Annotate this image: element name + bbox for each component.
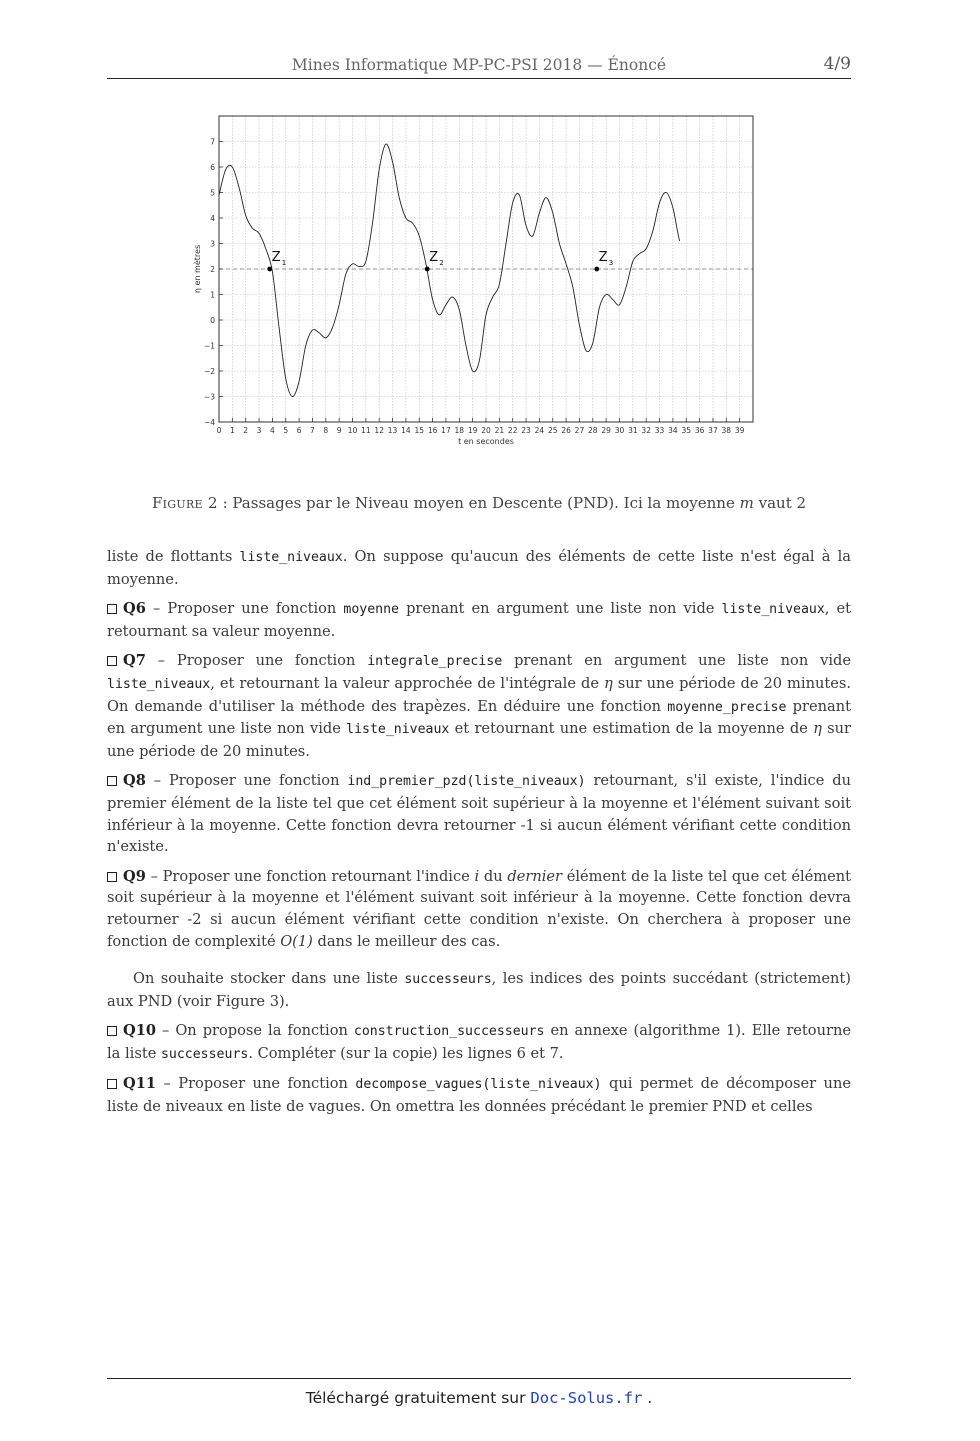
x-tick-label: 2 (243, 426, 249, 435)
x-tick-label: 3 (256, 426, 262, 435)
crossing-subscript: 2 (439, 259, 444, 267)
footer-text (107, 1389, 851, 1407)
page-header (107, 54, 851, 79)
paragraph-successeurs (107, 968, 851, 1012)
caption-var: m (739, 494, 754, 512)
x-tick-label: 21 (494, 426, 505, 435)
x-tick-label: 29 (601, 426, 611, 435)
x-tick-label: 37 (708, 426, 718, 435)
x-tick-label: 36 (694, 426, 705, 435)
x-tick-label: 8 (323, 426, 329, 435)
x-tick-label: 14 (401, 426, 411, 435)
text: dans le meilleur des cas. (312, 932, 501, 950)
x-tick-label: 34 (668, 426, 678, 435)
y-tick-label: 6 (210, 163, 215, 172)
code: moyenne_precise (667, 699, 787, 715)
question-q6 (107, 598, 851, 642)
question-label: Q9 (123, 867, 146, 885)
x-tick-label: 1 (229, 426, 235, 435)
text: élément de la liste tel que cet élément soit supérieur à la moyenne et l'élément suivant soit inférieur à la moyenne. Cette fonction devra retourner -2 si aucun élément vérifiant cette condition n'existe. On cherchera à proposer une fonction de complexité (107, 867, 851, 950)
question-q11 (107, 1073, 851, 1117)
x-tick-label: 25 (547, 426, 558, 435)
text: sur une période de 20 minutes. (107, 720, 851, 760)
question-label: Q7 (123, 652, 146, 670)
code: successeurs (160, 1046, 249, 1062)
question-label: Q11 (123, 1075, 157, 1093)
text: – On propose la fonction (156, 1022, 354, 1040)
y-tick-label: 0 (210, 316, 215, 325)
text: liste de flottants (107, 548, 240, 565)
figure-caption (107, 494, 851, 512)
code: liste_niveaux (107, 676, 211, 692)
x-tick-label: 10 (347, 426, 358, 435)
y-tick-label: 7 (210, 137, 215, 147)
text: du (479, 867, 508, 885)
checkbox-icon (107, 604, 117, 614)
x-tick-label: 11 (361, 426, 371, 435)
x-tick-label: 31 (628, 426, 638, 435)
x-tick-label: 26 (561, 426, 571, 435)
x-tick-label: 32 (641, 426, 651, 435)
x-tick-label: 19 (467, 426, 478, 435)
text: , et retournant sa valeur moyenne. (107, 600, 852, 640)
checkbox-icon (107, 656, 117, 666)
math-expr: O(1) (280, 932, 313, 950)
x-tick-label: 9 (336, 426, 342, 435)
x-tick-label: 27 (574, 426, 585, 435)
y-tick-label: −4 (203, 418, 215, 427)
page-number: 4/9 (823, 54, 851, 74)
math-var: i (474, 867, 480, 885)
code: integrale_precise (367, 654, 503, 670)
code: moyenne (343, 602, 399, 618)
y-tick-label: −3 (203, 392, 215, 402)
x-tick-label: 28 (588, 426, 598, 435)
x-tick-label: 39 (734, 426, 745, 435)
text: prenant en argument une liste non vide (107, 697, 851, 738)
question-q8 (107, 770, 851, 857)
checkbox-icon (107, 872, 117, 882)
emphasis: dernier (507, 867, 562, 885)
text: , les indices des points succédant (strictement) aux PND (voir Figure 3). (107, 970, 851, 1010)
text: – Proposer une fonction (145, 652, 368, 670)
y-tick-label: 4 (210, 214, 215, 223)
x-tick-label: 35 (681, 426, 692, 435)
code: construction_successeurs (353, 1024, 545, 1040)
text: – Proposer une fonction (156, 1075, 356, 1093)
y-tick-label: 3 (210, 239, 215, 249)
crossing-label: Z (598, 250, 608, 265)
question-label: Q6 (123, 600, 146, 618)
x-tick-label: 24 (534, 426, 545, 435)
text: sur une période de 20 minutes. On demande d'utiliser la méthode des trapèzes. En déduire une fonction (107, 674, 851, 715)
math-var: η (813, 720, 822, 738)
crossing-subscript: 3 (608, 259, 614, 267)
text: . On suppose qu'aucun des éléments de cette liste n'est égal à la moyenne. (107, 548, 851, 588)
code: liste_niveaux (239, 550, 343, 565)
text: retournant, s'il existe, l'indice du premier élément de la liste tel que cet élément soit supérieur à la moyenne et l'élément suivant soit inférieur à la moyenne. Cette fonction devra retourner -1 si aucun élément vérifiant cette condition n'existe. (107, 772, 851, 856)
text: en annexe (algorithme 1). Elle retourne la liste (107, 1022, 851, 1062)
text: . Compléter (sur la copie) les lignes 6 et 7. (248, 1044, 564, 1062)
x-tick-label: 13 (387, 426, 398, 435)
footer-label: Téléchargé gratuitement sur (305, 1389, 531, 1407)
code: successeurs (404, 972, 492, 988)
page-footer (107, 1378, 851, 1407)
text: prenant en argument une liste non vide (398, 600, 722, 618)
crossing-subscript: 1 (281, 259, 287, 267)
paragraph-intro (107, 546, 851, 590)
math-var: η (604, 674, 613, 692)
x-tick-label: 6 (296, 426, 302, 435)
question-label: Q8 (123, 772, 146, 790)
wave-chart (186, 106, 772, 466)
question-q9 (107, 866, 851, 952)
code: ind_premier_pzd(liste_niveaux) (347, 774, 586, 790)
text: qui permet de décomposer une liste de niveaux en liste de vagues. On omettra les données précédant le premier PND et celles (107, 1075, 851, 1116)
header-title: Mines Informatique MP-PC-PSI 2018 — Énoncé (291, 56, 667, 74)
crossing-point (267, 267, 272, 272)
text: On souhaite stocker dans une liste (133, 970, 405, 988)
question-label: Q10 (123, 1022, 157, 1040)
crossing-point (425, 267, 430, 272)
text: , et retournant la valeur approchée de l'intégrale de (210, 674, 604, 692)
x-tick-label: 22 (507, 426, 518, 435)
x-tick-label: 15 (414, 426, 425, 435)
y-tick-label: 1 (210, 290, 215, 300)
x-tick-label: 7 (310, 426, 315, 435)
x-tick-label: 18 (454, 426, 465, 435)
code: decompose_vagues(liste_niveaux) (355, 1077, 602, 1093)
x-tick-label: 20 (481, 426, 491, 435)
checkbox-icon (107, 1026, 117, 1036)
question-q10 (107, 1020, 851, 1065)
text: – Proposer une fonction retournant l'indice (145, 867, 475, 885)
caption-text: : Passages par le Niveau moyen en Descente (PND). Ici la moyenne (217, 494, 740, 512)
x-tick-label: 38 (721, 426, 732, 435)
checkbox-icon (107, 1079, 117, 1089)
y-tick-label: 5 (210, 188, 215, 198)
x-tick-label: 4 (270, 426, 275, 435)
text: – Proposer une fonction (145, 772, 348, 790)
x-tick-label: 30 (614, 426, 625, 435)
x-axis-label: t en secondes (458, 437, 514, 446)
checkbox-icon (107, 776, 117, 786)
y-axis-label: η en mètres (193, 244, 202, 294)
y-tick-label: −2 (203, 367, 215, 376)
y-tick-label: 2 (210, 265, 215, 274)
caption-end: vaut 2 (753, 494, 807, 512)
text: – Proposer une fonction (145, 600, 344, 618)
y-tick-label: −1 (203, 341, 215, 351)
crossing-point (594, 267, 599, 272)
x-tick-label: 12 (374, 426, 384, 435)
x-tick-label: 17 (441, 426, 451, 435)
x-tick-label: 5 (283, 426, 289, 435)
x-tick-label: 0 (216, 426, 222, 435)
x-tick-label: 33 (654, 426, 665, 435)
footer-end: . (642, 1389, 653, 1407)
code: liste_niveaux (721, 602, 825, 618)
crossing-label: Z (429, 250, 439, 265)
code: liste_niveaux (346, 722, 450, 738)
x-tick-label: 16 (427, 426, 438, 435)
doc-solus-link[interactable]: Doc-Solus.fr (530, 1389, 643, 1407)
question-q7 (107, 650, 851, 762)
text: prenant en argument une liste non vide (502, 652, 851, 670)
page-body (107, 546, 851, 1126)
crossing-label: Z (271, 250, 281, 265)
text: et retournant une estimation de la moyenne de (449, 720, 814, 738)
caption-label: Figure 2 (151, 494, 218, 512)
x-tick-label: 23 (521, 426, 531, 435)
